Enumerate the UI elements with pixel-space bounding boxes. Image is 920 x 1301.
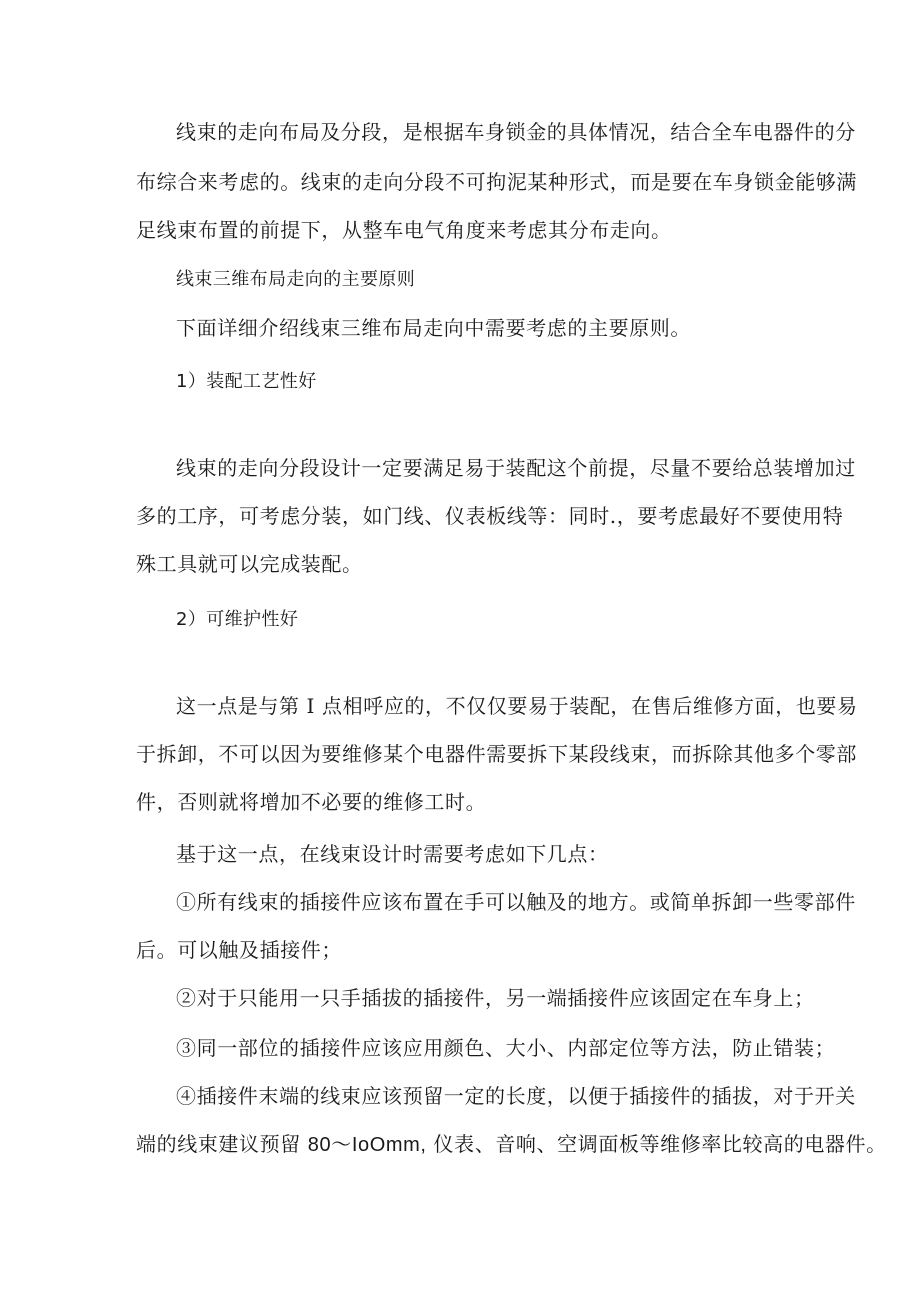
paragraph-4: 基于这一点，在线束设计时需要考虑如下几点： xyxy=(176,842,609,866)
intro-paragraph: 下面详细介绍线束三维布局走向中需要考虑的主要原则。 xyxy=(176,316,691,340)
point-4-line-1: ④插接件末端的线束应该预留一定的长度，以便于插接件的插拔，对于开关 xyxy=(176,1084,856,1108)
paragraph-2-line-2: 多的工序，可考虑分装，如门线、仪表板线等：同时.，要考虑最好不要使用特 xyxy=(136,504,844,528)
point-1-line-1: ①所有线束的插接件应该布置在手可以触及的地方。或简单拆卸一些零部件 xyxy=(176,890,856,914)
paragraph-3-line-1: 这一点是与第 I 点相呼应的，不仅仅要易于装配，在售后维修方面，也要易 xyxy=(176,694,858,718)
point-3: ③同一部位的插接件应该应用颜色、大小、内部定位等方法，防止错装； xyxy=(176,1036,836,1060)
paragraph-2-line-3: 殊工具就可以完成装配。 xyxy=(136,552,363,576)
paragraph-3-line-2: 于拆卸，不可以因为要维修某个电器件需要拆下某段线束，而拆除其他多个零部 xyxy=(136,742,857,766)
paragraph-1-line-3: 足线束布置的前提下，从整车电气角度来考虑其分布走向。 xyxy=(136,218,672,242)
point-4-line-2-measurement: 80～IoOmm, xyxy=(307,1134,427,1156)
point-1-line-2: 后。可以触及插接件； xyxy=(136,938,342,962)
item-1-title: 1）装配工艺性好 xyxy=(176,371,317,392)
point-2: ②对于只能用一只手插拔的插接件，另一端插接件应该固定在车身上； xyxy=(176,986,815,1010)
point-4-line-2-part-c: 仪表、音响、空调面板等维修率比较高的电器件。 xyxy=(433,1132,887,1156)
point-4-line-2 xyxy=(136,1130,887,1159)
paragraph-1-line-2: 布综合来考虑的。线束的走向分段不可拘泥某种形式，而是要在车身锁金能够满 xyxy=(136,170,857,194)
paragraph-2-line-1: 线束的走向分段设计一定要满足易于装配这个前提，尽量不要给总装增加过 xyxy=(176,456,856,480)
paragraph-1-line-1: 线束的走向布局及分段，是根据车身锁金的具体情况，结合全车电器件的分 xyxy=(176,120,856,144)
item-2-title: 2）可维护性好 xyxy=(176,609,299,630)
point-4-line-2-part-a: 端的线束建议预留 xyxy=(136,1132,301,1156)
paragraph-3-line-3: 件，否则就将增加不必要的维修工时。 xyxy=(136,790,487,814)
section-heading: 线束三维布局走向的主要原则 xyxy=(176,269,416,290)
